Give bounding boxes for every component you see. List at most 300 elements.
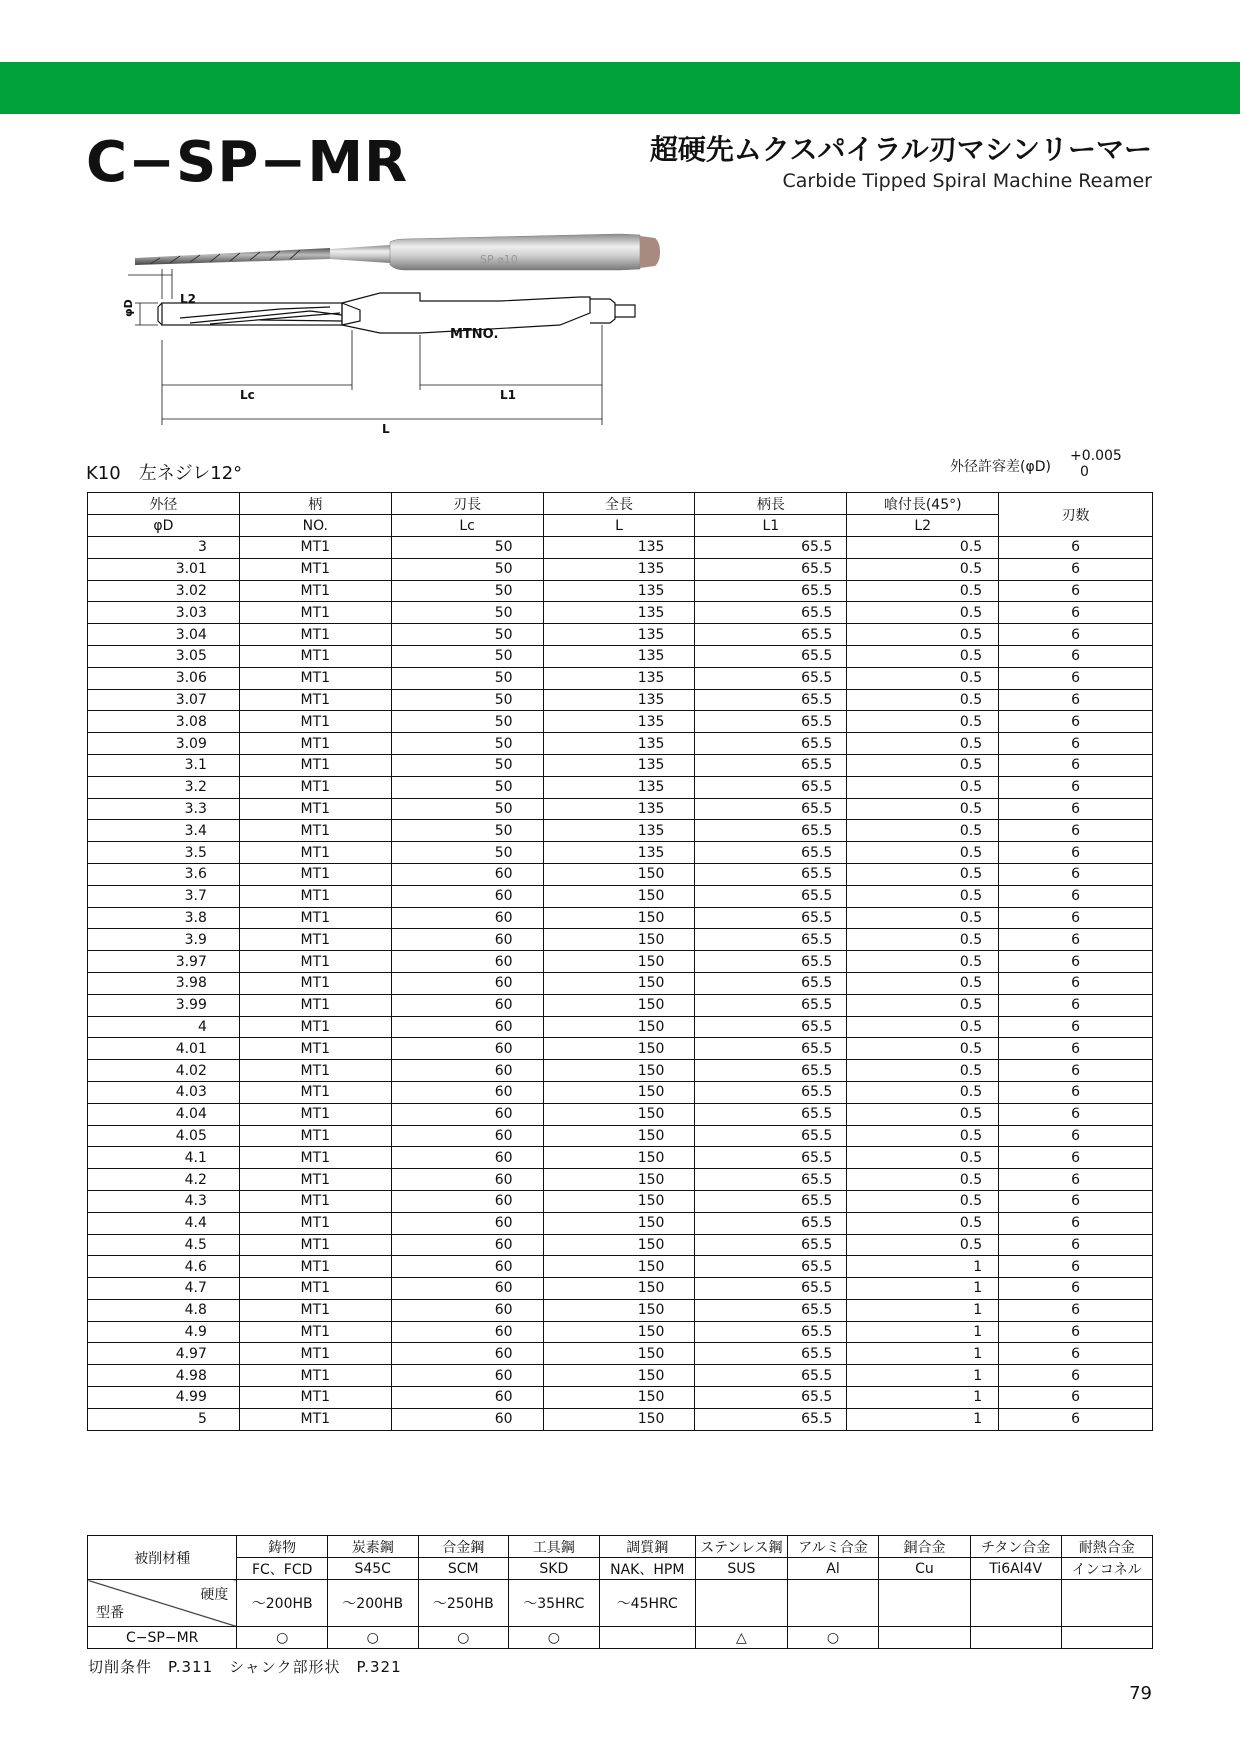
table-cell: 4.6 (88, 1256, 240, 1278)
material-hardness (695, 1580, 787, 1627)
hardness-label: 硬度 (200, 1587, 229, 1603)
dim-lc: Lc (240, 388, 255, 402)
model-suitability-row (88, 1627, 1153, 1649)
table-cell: 6 (999, 1387, 1153, 1409)
material-name: 炭素鋼 (327, 1536, 418, 1558)
table-cell: 65.5 (695, 580, 847, 602)
table-cell: 0.5 (847, 907, 999, 929)
table-cell: MT1 (239, 994, 391, 1016)
table-cell: 0.5 (847, 754, 999, 776)
table-cell: MT1 (239, 1060, 391, 1082)
header-cell: L (543, 515, 695, 537)
suitability-mark: ○ (509, 1627, 600, 1649)
table-cell: MT1 (239, 1387, 391, 1409)
reamer-illustration (80, 225, 660, 445)
table-cell: 135 (543, 645, 695, 667)
table-cell: 4.04 (88, 1103, 240, 1125)
table-cell: 6 (999, 711, 1153, 733)
table-cell: 65.5 (695, 1081, 847, 1103)
material-code: Ti6Al4V (970, 1558, 1061, 1580)
table-cell: 0.5 (847, 1125, 999, 1147)
table-cell: 135 (543, 798, 695, 820)
spec-header-row-2 (88, 515, 1153, 537)
table-cell: 0.5 (847, 733, 999, 755)
table-row (88, 972, 1153, 994)
footer-reference: 切削条件 P.311 シャンク部形状 P.321 (88, 1658, 402, 1676)
table-cell: 5 (88, 1408, 240, 1430)
table-cell: 135 (543, 733, 695, 755)
table-cell: 65.5 (695, 1190, 847, 1212)
table-cell: MT1 (239, 1190, 391, 1212)
material-name-row (88, 1536, 1153, 1558)
table-cell: 4.1 (88, 1147, 240, 1169)
table-cell: 6 (999, 1103, 1153, 1125)
material-name: 耐熱合金 (1061, 1536, 1153, 1558)
table-cell: 65.5 (695, 1387, 847, 1409)
table-cell: 3.3 (88, 798, 240, 820)
table-cell: 150 (543, 907, 695, 929)
table-cell: 150 (543, 1299, 695, 1321)
table-cell: 150 (543, 885, 695, 907)
table-cell: 1 (847, 1299, 999, 1321)
table-cell: 4.4 (88, 1212, 240, 1234)
table-cell: 65.5 (695, 667, 847, 689)
table-cell: 6 (999, 1256, 1153, 1278)
table-cell: MT1 (239, 1169, 391, 1191)
table-cell: 3.01 (88, 558, 240, 580)
table-cell: 65.5 (695, 885, 847, 907)
table-cell: 150 (543, 929, 695, 951)
table-row (88, 1103, 1153, 1125)
table-row (88, 820, 1153, 842)
table-cell: 135 (543, 820, 695, 842)
table-cell: 65.5 (695, 994, 847, 1016)
table-cell: 60 (391, 951, 543, 973)
table-cell: 1 (847, 1321, 999, 1343)
table-cell: 0.5 (847, 994, 999, 1016)
table-cell: 60 (391, 1038, 543, 1060)
table-row (88, 1212, 1153, 1234)
table-cell: 6 (999, 558, 1153, 580)
table-row (88, 667, 1153, 689)
suitability-mark (599, 1627, 695, 1649)
table-cell: 6 (999, 972, 1153, 994)
table-cell: 3.09 (88, 733, 240, 755)
table-cell: 50 (391, 842, 543, 864)
header-cell: 柄 (239, 493, 391, 515)
table-cell: 1 (847, 1256, 999, 1278)
table-cell: 0.5 (847, 624, 999, 646)
table-row (88, 863, 1153, 885)
table-row (88, 1060, 1153, 1082)
material-hardness: ～45HRC (599, 1580, 695, 1627)
table-cell: 60 (391, 994, 543, 1016)
table-cell: 6 (999, 776, 1153, 798)
table-cell: 60 (391, 1278, 543, 1300)
table-cell: 65.5 (695, 602, 847, 624)
table-row (88, 1365, 1153, 1387)
table-cell: 65.5 (695, 645, 847, 667)
header-cell: 刃長 (391, 493, 543, 515)
table-cell: 4.9 (88, 1321, 240, 1343)
table-cell: MT1 (239, 624, 391, 646)
table-row (88, 645, 1153, 667)
table-cell: 4.03 (88, 1081, 240, 1103)
tolerance-label: 外径許容差(φD) (950, 459, 1051, 475)
table-cell: 65.5 (695, 951, 847, 973)
table-cell: MT1 (239, 754, 391, 776)
table-cell: 3.99 (88, 994, 240, 1016)
table-cell: 4.2 (88, 1169, 240, 1191)
material-code: NAK、HPM (599, 1558, 695, 1580)
svg-text:SP ⌀10: SP ⌀10 (480, 253, 518, 266)
table-cell: 6 (999, 842, 1153, 864)
table-cell: 50 (391, 820, 543, 842)
table-cell: 60 (391, 1147, 543, 1169)
table-cell: MT1 (239, 798, 391, 820)
table-row (88, 951, 1153, 973)
material-hardness: ～250HB (418, 1580, 509, 1627)
table-cell: 3.98 (88, 972, 240, 994)
title-jp: 超硬先ムクスパイラル刃マシンリーマー (649, 133, 1152, 166)
table-cell: 3.06 (88, 667, 240, 689)
table-cell: 6 (999, 1190, 1153, 1212)
table-cell: 65.5 (695, 558, 847, 580)
table-cell: 6 (999, 1016, 1153, 1038)
material-code: FC、FCD (237, 1558, 328, 1580)
table-cell: 65.5 (695, 929, 847, 951)
table-cell: 6 (999, 645, 1153, 667)
dim-l1: L1 (500, 388, 516, 402)
table-row (88, 929, 1153, 951)
header-cell: Lc (391, 515, 543, 537)
table-row (88, 1299, 1153, 1321)
table-cell: 4.97 (88, 1343, 240, 1365)
table-cell: 3.07 (88, 689, 240, 711)
table-cell: 150 (543, 863, 695, 885)
table-row (88, 1169, 1153, 1191)
table-cell: 0.5 (847, 863, 999, 885)
table-cell: 150 (543, 1169, 695, 1191)
table-cell: 3.8 (88, 907, 240, 929)
header-cell: 喰付長(45°) (847, 493, 999, 515)
model-title: C−SP−MR (86, 130, 409, 195)
table-cell: 150 (543, 1387, 695, 1409)
table-cell: 60 (391, 1103, 543, 1125)
table-cell: 6 (999, 820, 1153, 842)
table-cell: 6 (999, 602, 1153, 624)
material-hardness (879, 1580, 971, 1627)
table-cell: 135 (543, 667, 695, 689)
table-cell: MT1 (239, 1299, 391, 1321)
table-row (88, 1038, 1153, 1060)
table-cell: MT1 (239, 929, 391, 951)
material-code: Cu (879, 1558, 971, 1580)
table-cell: 150 (543, 1125, 695, 1147)
table-cell: 1 (847, 1387, 999, 1409)
table-cell: 65.5 (695, 711, 847, 733)
table-cell: 60 (391, 929, 543, 951)
table-row (88, 624, 1153, 646)
table-cell: MT1 (239, 1147, 391, 1169)
table-cell: 50 (391, 754, 543, 776)
table-row (88, 1408, 1153, 1430)
table-cell: 0.5 (847, 842, 999, 864)
table-cell: MT1 (239, 602, 391, 624)
table-cell: MT1 (239, 1343, 391, 1365)
table-row (88, 842, 1153, 864)
table-cell: 4.7 (88, 1278, 240, 1300)
table-cell: 6 (999, 951, 1153, 973)
table-row (88, 602, 1153, 624)
table-cell: 150 (543, 1060, 695, 1082)
table-cell: 60 (391, 1299, 543, 1321)
table-cell: 150 (543, 1408, 695, 1430)
material-name: アルミ合金 (787, 1536, 878, 1558)
spec-header-row-1 (88, 493, 1153, 515)
table-cell: 3.5 (88, 842, 240, 864)
table-cell: 6 (999, 1060, 1153, 1082)
table-cell: MT1 (239, 1278, 391, 1300)
material-hardness (787, 1580, 878, 1627)
material-diagonal-cell (88, 1580, 237, 1627)
header-cell: NO. (239, 515, 391, 537)
table-cell: 60 (391, 1321, 543, 1343)
table-cell: 1 (847, 1343, 999, 1365)
spec-table (87, 492, 1153, 1431)
material-code: Al (787, 1558, 878, 1580)
table-cell: 6 (999, 1125, 1153, 1147)
table-cell: 1 (847, 1365, 999, 1387)
material-name: 銅合金 (879, 1536, 971, 1558)
table-cell: 0.5 (847, 711, 999, 733)
table-row (88, 558, 1153, 580)
table-cell: 135 (543, 776, 695, 798)
material-code: SCM (418, 1558, 509, 1580)
table-row (88, 1081, 1153, 1103)
table-cell: 0.5 (847, 1060, 999, 1082)
header-cell: φD (88, 515, 240, 537)
table-row (88, 1387, 1153, 1409)
table-cell: 65.5 (695, 1343, 847, 1365)
table-cell: 4.5 (88, 1234, 240, 1256)
table-cell: 135 (543, 602, 695, 624)
table-cell: 135 (543, 754, 695, 776)
table-cell: MT1 (239, 951, 391, 973)
table-row (88, 907, 1153, 929)
table-cell: 3.6 (88, 863, 240, 885)
table-cell: MT1 (239, 885, 391, 907)
table-cell: MT1 (239, 1321, 391, 1343)
table-cell: 60 (391, 907, 543, 929)
dim-l: L (382, 422, 390, 436)
table-cell: 50 (391, 776, 543, 798)
table-row (88, 689, 1153, 711)
table-cell: 50 (391, 558, 543, 580)
table-cell: 65.5 (695, 624, 847, 646)
table-row (88, 1278, 1153, 1300)
table-cell: 65.5 (695, 1256, 847, 1278)
table-cell: 0.5 (847, 1038, 999, 1060)
header-cell: 柄長 (695, 493, 847, 515)
tolerance-upper: +0.005 (1070, 448, 1122, 464)
table-cell: 150 (543, 951, 695, 973)
table-cell: MT1 (239, 863, 391, 885)
table-cell: 65.5 (695, 907, 847, 929)
material-code: インコネル (1061, 1558, 1153, 1580)
table-cell: 150 (543, 1103, 695, 1125)
tolerance-lower: 0 (1080, 464, 1089, 480)
table-cell: MT1 (239, 689, 391, 711)
table-cell: 6 (999, 885, 1153, 907)
type-label: 型番 (96, 1605, 124, 1621)
table-cell: 0.5 (847, 1147, 999, 1169)
suitability-mark (970, 1627, 1061, 1649)
material-hardness: ～200HB (327, 1580, 418, 1627)
model-label: C−SP−MR (88, 1627, 237, 1649)
table-cell: 0.5 (847, 1081, 999, 1103)
table-cell: 6 (999, 1321, 1153, 1343)
table-cell: 6 (999, 1343, 1153, 1365)
suitability-mark: ○ (327, 1627, 418, 1649)
table-cell: 0.5 (847, 1103, 999, 1125)
table-cell: 3.1 (88, 754, 240, 776)
table-cell: 6 (999, 1365, 1153, 1387)
table-cell: 60 (391, 1387, 543, 1409)
grade-note: K10 左ネジレ12° (86, 463, 243, 484)
table-cell: 3.03 (88, 602, 240, 624)
table-cell: MT1 (239, 537, 391, 559)
table-cell: MT1 (239, 1038, 391, 1060)
page-number: 79 (1129, 1683, 1152, 1704)
table-cell: 0.5 (847, 951, 999, 973)
table-row (88, 580, 1153, 602)
table-cell: MT1 (239, 733, 391, 755)
table-cell: 0.5 (847, 1212, 999, 1234)
table-cell: 4.3 (88, 1190, 240, 1212)
table-cell: 65.5 (695, 798, 847, 820)
table-cell: 65.5 (695, 1016, 847, 1038)
material-table (87, 1535, 1153, 1649)
table-cell: 65.5 (695, 537, 847, 559)
table-cell: MT1 (239, 1408, 391, 1430)
table-cell: 0.5 (847, 602, 999, 624)
dim-d: φD (122, 299, 135, 317)
table-cell: 4.98 (88, 1365, 240, 1387)
table-cell: MT1 (239, 972, 391, 994)
table-cell: 6 (999, 929, 1153, 951)
table-cell: 60 (391, 1408, 543, 1430)
table-cell: MT1 (239, 820, 391, 842)
material-code: SUS (695, 1558, 787, 1580)
material-code-row (88, 1558, 1153, 1580)
table-cell: 0.5 (847, 1190, 999, 1212)
table-cell: 0.5 (847, 776, 999, 798)
table-cell: 135 (543, 580, 695, 602)
table-cell: 65.5 (695, 733, 847, 755)
table-cell: 6 (999, 798, 1153, 820)
table-cell: 6 (999, 667, 1153, 689)
suitability-mark (879, 1627, 971, 1649)
suitability-mark: ○ (787, 1627, 878, 1649)
material-name: チタン合金 (970, 1536, 1061, 1558)
table-cell: 1 (847, 1278, 999, 1300)
table-cell: 65.5 (695, 754, 847, 776)
table-cell: MT1 (239, 667, 391, 689)
table-cell: 150 (543, 1343, 695, 1365)
table-cell: 6 (999, 733, 1153, 755)
header-cell: L1 (695, 515, 847, 537)
material-name: 工具鋼 (509, 1536, 600, 1558)
table-cell: 65.5 (695, 1278, 847, 1300)
table-cell: 3.08 (88, 711, 240, 733)
table-cell: 0.5 (847, 1169, 999, 1191)
table-row (88, 1147, 1153, 1169)
table-cell: 60 (391, 972, 543, 994)
table-row (88, 733, 1153, 755)
table-cell: 60 (391, 885, 543, 907)
material-name: 鋳物 (237, 1536, 328, 1558)
table-cell: 0.5 (847, 885, 999, 907)
table-cell: 150 (543, 1190, 695, 1212)
table-cell: 60 (391, 1016, 543, 1038)
table-cell: 65.5 (695, 1147, 847, 1169)
table-cell: 3.05 (88, 645, 240, 667)
table-cell: 6 (999, 1278, 1153, 1300)
table-cell: 60 (391, 863, 543, 885)
table-cell: 65.5 (695, 1038, 847, 1060)
header-bar (0, 62, 1240, 114)
table-cell: 0.5 (847, 1234, 999, 1256)
table-cell: 1 (847, 1408, 999, 1430)
table-cell: MT1 (239, 558, 391, 580)
table-cell: 135 (543, 558, 695, 580)
table-cell: 0.5 (847, 645, 999, 667)
table-cell: 60 (391, 1125, 543, 1147)
table-cell: 0.5 (847, 580, 999, 602)
table-cell: 60 (391, 1081, 543, 1103)
table-cell: 65.5 (695, 820, 847, 842)
table-cell: 150 (543, 1147, 695, 1169)
table-cell: 150 (543, 994, 695, 1016)
table-cell: 50 (391, 602, 543, 624)
table-cell: 6 (999, 1212, 1153, 1234)
table-cell: 0.5 (847, 929, 999, 951)
table-cell: 135 (543, 842, 695, 864)
table-cell: 3.7 (88, 885, 240, 907)
material-code: S45C (327, 1558, 418, 1580)
table-cell: 4.02 (88, 1060, 240, 1082)
table-cell: 50 (391, 624, 543, 646)
technical-drawing (128, 269, 635, 425)
table-cell: MT1 (239, 1016, 391, 1038)
table-cell: 135 (543, 711, 695, 733)
table-cell: 6 (999, 1169, 1153, 1191)
material-hardness: ～35HRC (509, 1580, 600, 1627)
table-cell: 0.5 (847, 1016, 999, 1038)
material-hardness (1061, 1580, 1153, 1627)
table-cell: MT1 (239, 1212, 391, 1234)
header-cell: 外径 (88, 493, 240, 515)
table-cell: 6 (999, 907, 1153, 929)
table-cell: 65.5 (695, 1060, 847, 1082)
table-cell: 6 (999, 1299, 1153, 1321)
table-cell: 0.5 (847, 667, 999, 689)
table-cell: 60 (391, 1212, 543, 1234)
reamer-photo (135, 234, 660, 270)
table-cell: 60 (391, 1060, 543, 1082)
table-cell: 135 (543, 689, 695, 711)
